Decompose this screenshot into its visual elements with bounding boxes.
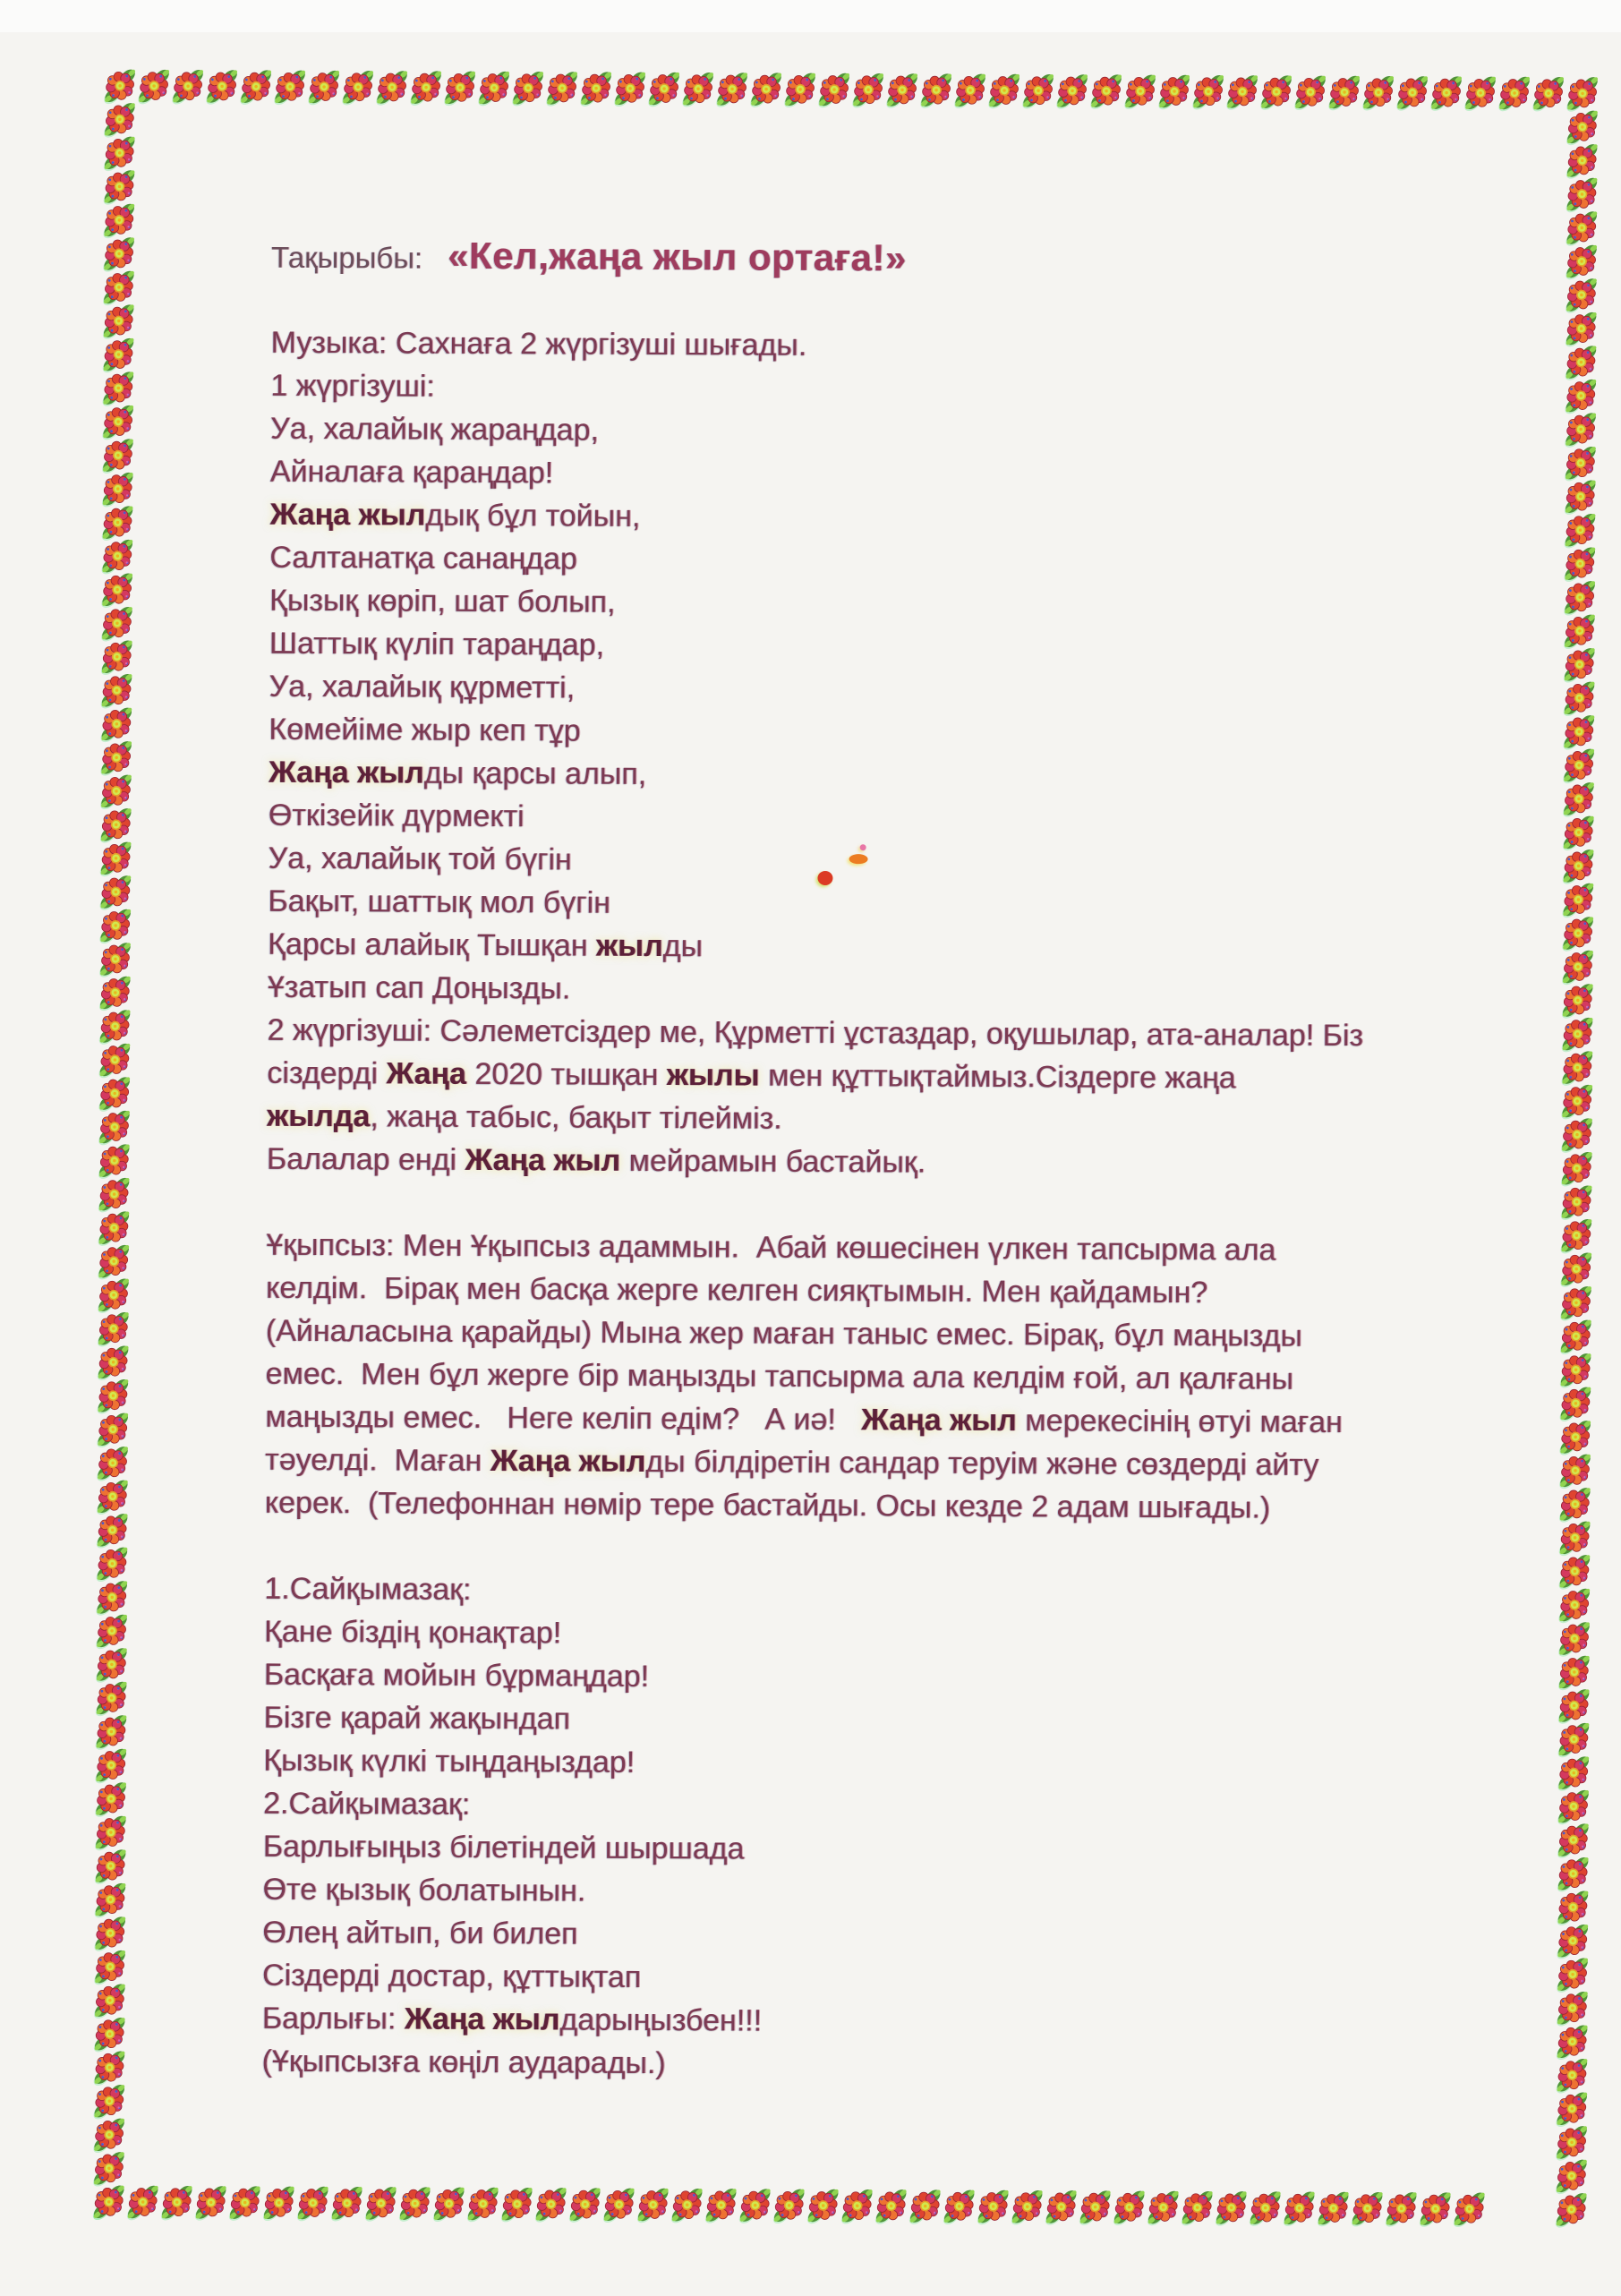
text-line: керек. (Телефоннан нөмір тере бастайды. Осы кезде 2 адам шығады.) xyxy=(264,1485,1271,1525)
border-motif xyxy=(260,2183,297,2223)
border-motif xyxy=(96,1074,132,1114)
border-motif xyxy=(1555,1686,1591,1727)
border-motif xyxy=(849,71,886,111)
border-motif xyxy=(98,537,135,577)
text-line: Жаңа жылды қарсы алып, xyxy=(268,755,647,791)
border-motif xyxy=(1559,914,1596,954)
text-line: Қарсы алайық Тышқан жылды xyxy=(267,926,704,964)
border-motif xyxy=(1563,175,1600,216)
border-motif xyxy=(781,70,818,110)
border-motif xyxy=(96,1108,132,1148)
border-motif xyxy=(97,839,133,879)
border-motif xyxy=(135,67,172,107)
border-motif xyxy=(100,235,137,275)
border-motif xyxy=(1564,74,1600,115)
border-motif xyxy=(1553,2190,1590,2231)
text-line: 2.Сайқымазақ: xyxy=(262,1786,471,1822)
border-motif xyxy=(1564,141,1600,182)
border-motif xyxy=(1281,2189,1318,2229)
border-motif xyxy=(95,1175,132,1216)
border-motif xyxy=(805,2187,841,2227)
border-motif xyxy=(95,1208,132,1249)
border-motif xyxy=(93,1511,130,1551)
text-line: жылда, жаңа табыс, бақыт тілейміз. xyxy=(266,1098,782,1136)
border-motif xyxy=(91,1981,128,2021)
text-line: келдім. Бірақ мен басқа жерге келген сияқтымын. Мен қайдамын? xyxy=(265,1270,1208,1310)
text-line: Көмейіме жыр кеп тұр xyxy=(269,712,581,748)
border-motif xyxy=(328,2184,365,2224)
border-motif xyxy=(1561,645,1598,686)
border-motif xyxy=(1555,1788,1591,1828)
border-motif xyxy=(917,71,954,111)
border-motif xyxy=(93,1578,130,1618)
border-motif xyxy=(294,2184,331,2224)
border-motif xyxy=(158,2183,195,2223)
border-motif xyxy=(1561,511,1598,551)
border-motif xyxy=(99,369,136,409)
border-motif xyxy=(601,2185,637,2225)
border-motif xyxy=(91,1948,128,1988)
text-line: Музыка: Сахнаға 2 жүргізуші шығады. xyxy=(270,325,807,363)
border-motif xyxy=(90,2182,127,2223)
border-motif xyxy=(1555,1855,1591,1895)
text-line xyxy=(264,1524,1472,1574)
border-motif xyxy=(567,2185,603,2225)
border-motif xyxy=(192,2183,229,2223)
border-motif xyxy=(465,2185,501,2225)
text-line: Қане біздің қонақтар! xyxy=(263,1614,562,1651)
border-motif xyxy=(97,974,133,1014)
border-motif xyxy=(98,671,134,712)
border-motif xyxy=(1560,713,1597,753)
text-line: Ұқыпсыз: Мен Ұқыпсыз адаммын. Абай көшесінен үлкен тапсырма ала xyxy=(266,1227,1276,1267)
border-motif xyxy=(95,1276,132,1316)
border-motif xyxy=(1554,2022,1591,2062)
border-motif xyxy=(98,806,134,846)
scan-speck xyxy=(860,844,866,850)
border-motif xyxy=(1553,2123,1590,2164)
border-motif xyxy=(95,1310,132,1350)
text-line: Бақыт, шаттық мол бүгін xyxy=(268,883,611,920)
border-motif xyxy=(97,907,133,947)
border-motif xyxy=(611,69,648,109)
border-motif xyxy=(1558,1048,1595,1088)
text-line: (Ұқыпсызға көңіл аударады.) xyxy=(261,2044,666,2081)
border-motif xyxy=(1383,2189,1420,2230)
border-motif xyxy=(1557,1250,1594,1290)
border-motif xyxy=(1122,72,1158,112)
border-motif xyxy=(1179,2189,1216,2229)
border-motif xyxy=(1558,1149,1595,1190)
border-motif xyxy=(98,604,135,644)
border-motif xyxy=(93,1544,130,1584)
border-motif xyxy=(1009,2188,1045,2228)
border-motif xyxy=(96,1141,132,1182)
border-motif xyxy=(1560,679,1597,719)
border-motif xyxy=(373,68,410,108)
border-motif xyxy=(1530,74,1566,115)
text-line: тәуелді. Маған Жаңа жылды білдіретін сандар теруім және сөздерді айту xyxy=(264,1442,1319,1482)
border-motif xyxy=(1111,2188,1147,2228)
border-motif xyxy=(543,69,580,109)
border-motif xyxy=(1555,1720,1591,1761)
border-motif xyxy=(92,1712,129,1753)
border-motif xyxy=(1557,1351,1593,1391)
border-motif xyxy=(533,2185,569,2225)
scan-speck xyxy=(849,854,868,864)
text-line: Салтанатқа санаңдар xyxy=(269,540,577,576)
border-motif xyxy=(1559,948,1596,988)
text-line: сіздерді Жаңа 2020 тышқан жылы мен құттықтаймыз.Сіздерге жаңа xyxy=(267,1055,1236,1096)
border-motif xyxy=(1557,1317,1594,1357)
border-motif xyxy=(771,2186,807,2226)
border-motif xyxy=(96,1041,132,1081)
border-motif xyxy=(1562,343,1599,383)
border-motif xyxy=(91,2015,128,2055)
border-motif xyxy=(737,2186,773,2226)
text-line: емес. Мен бұл жерге бір маңызды тапсырма ала келдім ғой, ал қалғаны xyxy=(265,1356,1294,1396)
border-motif xyxy=(93,1678,130,1719)
border-motif xyxy=(1563,276,1600,316)
border-motif xyxy=(94,1410,131,1450)
text-line: Уа, халайық құрметті, xyxy=(269,669,576,705)
text-line: Өлең айтып, би билеп xyxy=(262,1915,578,1951)
border-motif xyxy=(99,436,136,476)
border-motif xyxy=(90,2082,127,2122)
border-motif xyxy=(407,68,444,108)
text-line: Уа, халайық жараңдар, xyxy=(269,411,599,448)
border-motif xyxy=(100,302,137,342)
document-lines xyxy=(261,321,1479,2089)
border-motif xyxy=(1558,1015,1595,1055)
text-line xyxy=(266,1181,1474,1230)
border-motif xyxy=(101,100,138,141)
border-motif xyxy=(713,70,750,110)
border-motif xyxy=(98,704,134,745)
border-motif xyxy=(99,336,136,376)
text-line: маңызды емес. Неге келіп едім? А иә! Жаңа жыл мерекесінің өтуі маған xyxy=(265,1399,1343,1440)
border-motif xyxy=(1556,1518,1592,1558)
border-motif xyxy=(1560,813,1597,853)
border-motif xyxy=(91,1881,128,1921)
border-motif xyxy=(1556,1552,1592,1592)
border-motif xyxy=(747,70,784,110)
text-line: Уа, халайық той бүгін xyxy=(268,841,572,877)
border-motif xyxy=(1557,1418,1593,1458)
text-line: Балалар енді Жаңа жыл мейрамын бастайық. xyxy=(266,1141,926,1180)
border-motif xyxy=(883,71,920,111)
border-motif xyxy=(94,1444,131,1484)
border-motif xyxy=(1560,780,1597,820)
border-motif xyxy=(1462,73,1498,114)
border-motif xyxy=(1557,1182,1594,1223)
border-motif xyxy=(1562,410,1599,450)
text-line: Ұзатып сап Доңызды. xyxy=(267,969,571,1006)
border-motif xyxy=(1564,107,1600,148)
border-motif xyxy=(92,1746,129,1787)
border-motif xyxy=(1554,1888,1591,1928)
border-motif xyxy=(100,167,137,208)
border-motif xyxy=(1554,1955,1591,1995)
border-motif xyxy=(1555,1821,1591,1861)
text-line: Өте қызық болатынын. xyxy=(262,1872,586,1908)
border-motif xyxy=(577,69,614,109)
border-motif xyxy=(1145,2189,1182,2229)
border-motif xyxy=(1054,72,1090,112)
border-motif xyxy=(305,68,342,108)
text-line: Барлығыңыз білетіндей шыршада xyxy=(262,1829,745,1866)
border-motif xyxy=(98,738,134,779)
text-line: Бізге қарай жақындап xyxy=(263,1700,571,1737)
border-motif xyxy=(441,68,478,108)
border-motif xyxy=(1224,73,1260,113)
border-motif xyxy=(645,70,682,110)
border-motif xyxy=(237,67,274,107)
border-motif xyxy=(1553,2089,1590,2130)
border-motif xyxy=(1247,2189,1284,2229)
border-motif xyxy=(99,403,136,443)
border-motif xyxy=(431,2184,467,2224)
border-motif xyxy=(815,71,852,111)
border-motif xyxy=(1554,1922,1591,1962)
border-motif xyxy=(509,69,546,109)
border-motif xyxy=(635,2186,671,2226)
title-label: Тақырыбы: xyxy=(270,240,423,275)
border-motif xyxy=(226,2183,263,2223)
border-motif xyxy=(90,2048,127,2088)
border-motif xyxy=(1555,1754,1591,1794)
border-motif xyxy=(99,470,136,510)
border-motif xyxy=(94,1377,131,1417)
border-motif xyxy=(363,2184,399,2224)
border-motif xyxy=(1557,1384,1593,1424)
text-line: Шаттық күліп тараңдар, xyxy=(269,626,605,662)
border-motif xyxy=(339,68,376,108)
border-motif xyxy=(1417,2189,1454,2230)
border-motif xyxy=(93,1645,130,1686)
border-motif xyxy=(1557,1284,1594,1324)
border-motif xyxy=(1326,73,1362,114)
border-motif xyxy=(1563,310,1600,350)
text-line: 1.Сайқымазақ: xyxy=(264,1571,472,1607)
border-motif xyxy=(98,772,134,812)
border-motif xyxy=(475,69,512,109)
border-motif xyxy=(1349,2189,1386,2230)
border-motif xyxy=(98,570,135,610)
border-motif xyxy=(1556,1586,1592,1626)
border-motif xyxy=(1258,73,1294,113)
text-line: Айналаға қараңдар! xyxy=(269,454,554,491)
border-motif xyxy=(1315,2189,1352,2230)
border-motif xyxy=(93,1611,130,1652)
border-motif xyxy=(1557,1216,1594,1257)
border-motif xyxy=(1190,73,1226,113)
border-motif xyxy=(1559,847,1596,887)
text-line: Басқаға мойын бұрмаңдар! xyxy=(263,1657,650,1694)
border-motif xyxy=(94,1477,131,1517)
text-line: Қызық көріп, шат болып, xyxy=(269,583,616,619)
border-motif xyxy=(941,2187,977,2227)
border-motif xyxy=(1556,1653,1592,1694)
border-motif xyxy=(1043,2188,1079,2228)
border-motif xyxy=(1428,73,1464,114)
border-motif xyxy=(669,2186,705,2226)
border-motif xyxy=(985,72,1022,112)
border-motif xyxy=(1557,1451,1593,1491)
border-motif xyxy=(101,133,138,174)
title-text: «Кел,жаңа жыл ортаға!» xyxy=(448,234,907,279)
border-motif xyxy=(907,2187,943,2227)
border-motif xyxy=(1559,881,1596,921)
border-motif xyxy=(679,70,716,110)
border-motif xyxy=(95,1242,132,1283)
border-motif xyxy=(1561,544,1598,585)
border-motif xyxy=(839,2187,875,2227)
border-motif xyxy=(951,71,988,111)
border-motif xyxy=(96,1007,132,1047)
border-motif xyxy=(1561,611,1598,652)
border-motif xyxy=(1563,209,1600,249)
border-motif xyxy=(499,2185,535,2225)
text-line: (Айналасына қарайды) Мына жер маған таныс емес. Бірақ, бұл маңызды xyxy=(265,1313,1302,1353)
border-motif xyxy=(1557,1485,1593,1525)
border-motif xyxy=(97,940,133,980)
border-motif xyxy=(97,873,133,913)
border-motif xyxy=(90,2115,127,2155)
border-motif xyxy=(1563,243,1600,283)
border-motif xyxy=(397,2184,433,2224)
border-motif xyxy=(1360,73,1396,114)
border-motif xyxy=(1156,73,1192,113)
border-motif xyxy=(1562,444,1599,484)
border-motif xyxy=(92,1814,129,1854)
border-motif xyxy=(169,67,206,107)
document-title xyxy=(271,232,1480,294)
border-motif xyxy=(1562,477,1599,517)
document-content xyxy=(261,232,1480,2089)
border-motif xyxy=(1553,2156,1590,2197)
border-motif xyxy=(1020,72,1056,112)
border-motif xyxy=(873,2187,909,2227)
border-motif xyxy=(1394,73,1430,114)
border-motif xyxy=(1562,377,1599,417)
border-motif xyxy=(100,201,137,242)
border-motif xyxy=(94,1343,131,1383)
border-motif xyxy=(92,1780,129,1820)
border-motif xyxy=(124,2183,161,2223)
text-line: Жаңа жылдық бұл тойын, xyxy=(269,497,641,533)
text-line: Сіздерді достар, құттықтап xyxy=(261,1958,642,1994)
border-motif xyxy=(1451,2189,1488,2230)
border-motif xyxy=(90,2149,127,2189)
border-motif xyxy=(1496,74,1532,115)
border-motif xyxy=(1558,1115,1595,1156)
border-motif xyxy=(975,2188,1011,2228)
border-motif xyxy=(101,66,138,107)
border-motif xyxy=(1561,578,1598,619)
border-motif xyxy=(1088,72,1124,112)
border-motif xyxy=(98,503,135,543)
border-motif xyxy=(1292,73,1328,113)
border-motif xyxy=(1560,746,1597,786)
text-line: 2 жүргізуші: Сәлеметсіздер ме, Құрметті ұстаздар, оқушылар, ата-аналар! Біз xyxy=(267,1012,1364,1054)
border-motif xyxy=(1554,1989,1591,2029)
border-motif xyxy=(203,67,240,107)
border-motif xyxy=(91,1914,128,1954)
border-motif xyxy=(1558,1082,1595,1122)
border-motif xyxy=(100,269,137,309)
text-line: Барлығы: Жаңа жылдарыңызбен!!! xyxy=(261,2001,763,2038)
border-motif xyxy=(98,637,135,678)
border-motif xyxy=(92,1847,129,1887)
border-motif xyxy=(1559,981,1596,1021)
border-motif xyxy=(271,67,308,107)
text-line: Өткізейік дүрмекті xyxy=(268,798,525,834)
text-line: Қызық күлкі тыңдаңыздар! xyxy=(263,1743,636,1780)
border-motif xyxy=(1213,2189,1250,2229)
border-motif xyxy=(1556,1619,1592,1660)
border-motif xyxy=(1553,2056,1590,2096)
border-motif xyxy=(1077,2188,1113,2228)
text-line: 1 жүргізуші: xyxy=(270,368,435,404)
scan-speck xyxy=(817,871,832,885)
border-motif xyxy=(703,2186,739,2226)
